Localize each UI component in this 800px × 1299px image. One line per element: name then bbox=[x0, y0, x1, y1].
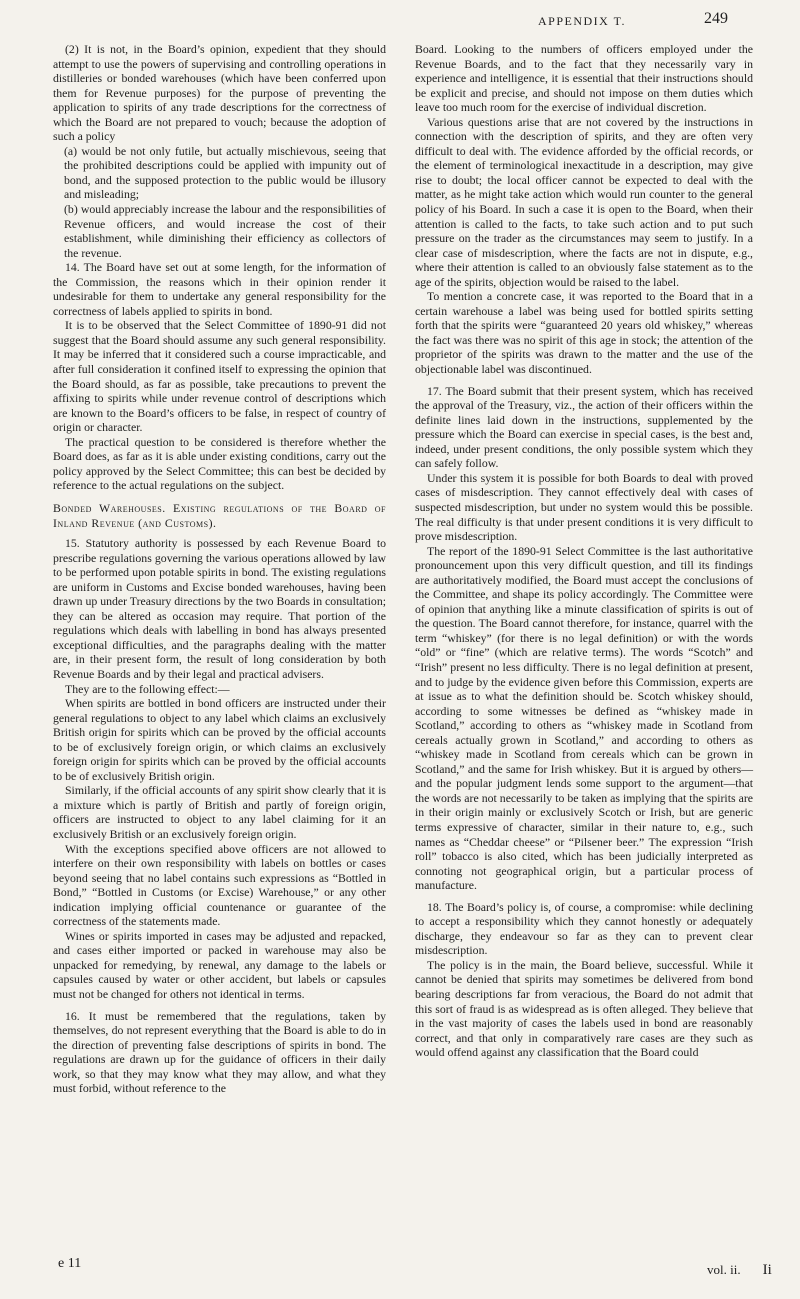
paragraph: Wines or spirits imported in cases may be adjusted and repacked, and cases either imported or packed in warehouse may also be unpacked for remedying, by renewal, any damage to the labels or capsules caused by water or other accident, but labels or capsules must not be changed for others not identical in terms. bbox=[53, 928, 386, 1001]
paragraph: They are to the following effect:— bbox=[65, 681, 230, 696]
paragraph: Similarly, if the official accounts of any spirit show clearly that it is a mixture which is partly of British and partly of foreign origin, officers are instructed to object to any label claiming for it an exclusively British or an exclusively foreign origin. bbox=[53, 783, 386, 841]
paragraph: 17. The Board submit that their present system, which has received the approval of the Treasury, viz., the action of their officers within the definite lines laid down in the instructions, supplemented by the pressure which the Board can exercise in special cases, is the best and, indeed, under present conditions, the only possible system which they can safely follow. bbox=[415, 383, 753, 471]
paragraph: (a) would be not only futile, but actually mischievous, seeing that the prohibited descriptions could be applied with impunity out of bond, and the supposed protection to the public would be illusory and misleading; bbox=[64, 143, 386, 202]
paragraph: The policy is in the main, the Board believe, successful. While it cannot be denied that spirits may sometimes be delivered from bond bearing descriptions far from veracious, the Board do not admit that this sort of fraud is as widespread as is often alleged. They believe that in the vast majority of cases the labels used in bond are reasonably correct, and that only in comparatively rare cases are they such as would offend against any classification that the Board could bbox=[415, 957, 753, 1060]
paragraph: When spirits are bottled in bond officers are instructed under their general regulations to object to any label which claims an exclusively British origin for spirits which can be proved by the official accounts to be of exclusively foreign origin, or which claims an exclusively foreign origin for spirits which can be proved by the official accounts to be of exclusively British origin. bbox=[53, 696, 386, 783]
right-column bbox=[415, 42, 753, 1060]
paragraph: (2) It is not, in the Board’s opinion, expedient that they should attempt to use the powers of supervising and controlling operations in distilleries or bonded warehouses (which have been conferred upon them for Revenue purposes) for the purpose of preventing the application to spirits of any trade descriptions for the correctness of which the Board are not prepared to vouch; because the adoption of such a policy bbox=[53, 42, 386, 144]
paragraph: 15. Statutory authority is possessed by each Revenue Board to prescribe regulations governing the various operations allowed by law to be performed upon potable spirits in bond. The existing regulations are uniform in Customs and Excise bonded warehouses, having been drawn up under Treasury directions by the two Boards in consultation; they can be altered as occasion may require. That portion of the regulations which deals with labelling in bond has always presented exceptional difficulties, and the paragraphs dealing with the matter are, in their present form, the result of long consideration by both Revenue Boards and by their legal and practical advisers. bbox=[53, 536, 386, 681]
paragraph: (b) would appreciably increase the labour and the responsibilities of Revenue officers, and would increase the cost of their establishment, while diminishing their efficiency as collectors of the revenue. bbox=[64, 202, 386, 260]
paragraph: Various questions arise that are not covered by the instructions in connection with the description of spirits, and they are often very difficult to deal with. The evidence afforded by the official records, or the element of terminological inexactitude in a description, may give rise to doubt; the local officer cannot be expected to deal with the matter, as he might take action which would run counter to the general policy of his Board. In such a case it is open to the Board, when their attention is called to the facts, to take such action and to put such pressure on the trader as the circumstances may seem to justify. In a clear case of misdescription, where the facts are not in dispute, e.g., where their attention is called to an obviously false statement as to the age of the spirits, objection would be raised to the label. bbox=[415, 114, 753, 289]
paragraph: The report of the 1890-91 Select Committee is the last authoritative pronouncement upon this very difficult question, and till its findings are authoritatively modified, the Board must accept the conclusions of the Committee, and shape its policy accordingly. The Committee were of opinion that anything like a minute classification of spirits is out of the question. The Board cannot therefore, for instance, quarrel with the term “whiskey” (for there is no legal definition) or with the words “old” or “fine” (which are relative terms). The words “Scotch” and “Irish” present no less difficulty. There is no legal definition at present, and to judge by the evidence given before this Commission, experts are at issue as to what the definition should be. Scotch whiskey should, according to some witnesses be defined as “whiskey made in Scotland,” according to others as “whiskey made in Scotland from cereals actually grown in Scotland,” and according to others as “whiskey made in Scotland from cereals which can be grown in Scotland,” and the same for Irish whiskey. But it is argued by others—and the popular judgment lends some support to the argument—that the words are not necessarily to be taken as implying that the spirits are in their origin mainly or exclusively Scotch or Irish, but are generic terms expressive of character, similar in their nature to, e.g., such names as “Cheddar cheese” or “Pilsener beer.” The expression “Irish roll” tobacco is also cited, which has been judicially interpreted as connoting not geographical origin, but a particular process of manufacture. bbox=[415, 543, 753, 893]
running-title: APPENDIX T. bbox=[538, 14, 627, 28]
running-header bbox=[0, 6, 800, 30]
paragraph: Board. Looking to the numbers of officers employed under the Revenue Boards, and to the fact that they necessarily vary in experience and intelligence, it is essential that their instructions should be explicit and precise, and should not impose on them duties which leave too much room for the exercise of individual discretion. bbox=[415, 42, 753, 115]
paragraph: Under this system it is possible for both Boards to deal with proved cases of misdescription. They cannot effectively deal with cases of suspected misdescription, but under no system would this be possible. The real difficulty is that under present conditions it is very difficult to prove misdescription. bbox=[415, 470, 753, 544]
paragraph: It is to be observed that the Select Committee of 1890-91 did not suggest that the Board should assume any such general responsibility. It may be inferred that it considered such a course impracticable, and after full consideration it confined itself to expressing the opinion that the Board should, as far as possible, take precautions to prevent the affixing to spirits while under revenue control of descriptions which are known to the Board’s officers to be false, in respect of country of origin or character. bbox=[53, 318, 386, 435]
paragraph: To mention a concrete case, it was reported to the Board that in a certain warehouse a label was being used for bottled spirits setting forth that the spirits were “guaranteed 20 years old whiskey,” whereas the fact was there was no spirit of this age in stock; the attention of the proprietor of the spirits was drawn to the matter and the use of the objectionable label was discontinued. bbox=[415, 289, 753, 377]
paragraph: With the exceptions specified above officers are not allowed to interfere on their own responsibility with labels on bottles or cases beyond seeing that no label contains such expressions as “Bottled in Bond,” “Bottled in Customs (or Excise) Warehouse,” or any other indication implying official countenance or guarantee of the correctness of the statements made. bbox=[53, 841, 386, 929]
page-number: 249 bbox=[704, 10, 728, 27]
signature-mark: e 11 bbox=[58, 1256, 82, 1271]
left-column bbox=[53, 42, 386, 1096]
volume-label: vol. ii. bbox=[707, 1262, 741, 1277]
sheet-mark: Ii bbox=[762, 1262, 772, 1278]
section-heading: Bonded Warehouses. Existing regulations of the Board of Inland Revenue (and Customs). bbox=[53, 500, 386, 530]
paragraph: 18. The Board’s policy is, of course, a compromise: while declining to accept a responsibility which they cannot honestly or adequately discharge, they endeavour so far as they can to prevent clear misdescription. bbox=[415, 899, 753, 958]
paragraph: The practical question to be considered is therefore whether the Board does, as far as it is able under existing conditions, carry out the policy approved by the Select Committee; this can best be decided by reference to the actual regulations on the subject. bbox=[53, 434, 386, 493]
volume-mark bbox=[707, 1262, 772, 1279]
paragraph: 14. The Board have set out at some length, for the information of the Commission, the reasons which in their opinion render it undesirable for them to undertake any general responsibility for the correctness of labels applied to spirits in bond. bbox=[53, 260, 386, 318]
paragraph: 16. It must be remembered that the regulations, taken by themselves, do not represent everything that the Board is able to do in the direction of preventing false descriptions of spirits in bond. The regulations are drawn up for the guidance of officers in their daily work, so that they may know what they may allow, and what they must forbid, without reference to the bbox=[53, 1008, 386, 1096]
